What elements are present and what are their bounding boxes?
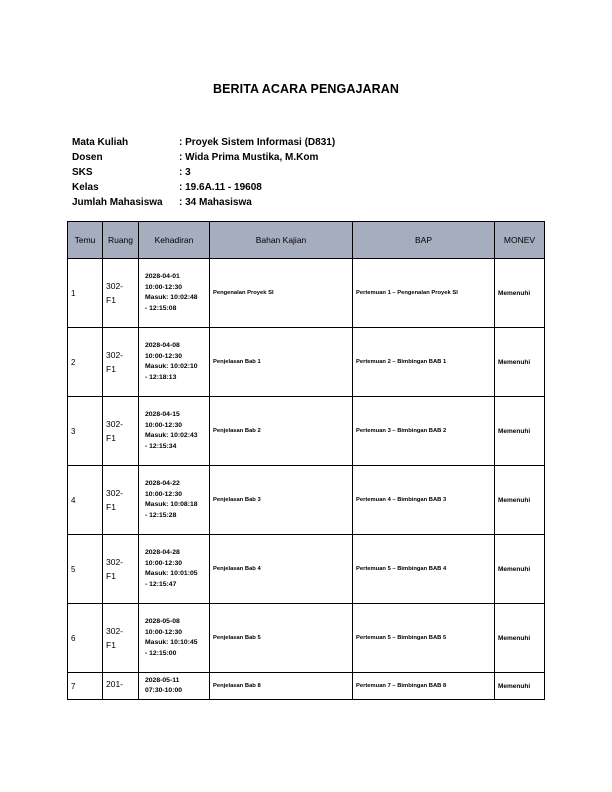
info-value: : Proyek Sistem Informasi (D831)	[179, 137, 336, 148]
cell-bahan-kajian: Penjelasan Bab 1	[210, 328, 353, 397]
cell-bahan-kajian: Penjelasan Bab 4	[210, 535, 353, 604]
cell-temu: 6	[68, 604, 103, 673]
info-label: Dosen	[72, 152, 103, 163]
cell-monev: Memenuhi	[495, 673, 545, 700]
table-row	[68, 604, 545, 673]
info-row	[72, 195, 335, 210]
cell-kehadiran: 2028-05-08 10:00-12:30 Masuk: 10:10:45 - 12:15:00	[139, 604, 210, 673]
cell-temu: 7	[68, 673, 103, 700]
cell-monev: Memenuhi	[495, 328, 545, 397]
cell-ruang: 201-	[103, 673, 139, 700]
cell-bahan-kajian: Penjelasan Bab 3	[210, 466, 353, 535]
cell-temu: 4	[68, 466, 103, 535]
info-value: : 34 Mahasiswa	[179, 197, 252, 208]
table-row	[68, 397, 545, 466]
cell-ruang: 302- F1	[103, 604, 139, 673]
header-monev: MONEV	[495, 222, 545, 259]
cell-bap: Pertemuan 4 – Bimbingan BAB 3	[353, 466, 495, 535]
cell-monev: Memenuhi	[495, 535, 545, 604]
header-bap: BAP	[353, 222, 495, 259]
course-info	[72, 135, 335, 210]
cell-bahan-kajian: Pengenalan Proyek SI	[210, 259, 353, 328]
cell-ruang: 302- F1	[103, 328, 139, 397]
teaching-record-table	[67, 221, 545, 700]
cell-bap: Pertemuan 5 – Bimbingan BAB 5	[353, 604, 495, 673]
cell-bap: Pertemuan 1 – Pengenalan Proyek SI	[353, 259, 495, 328]
cell-temu: 5	[68, 535, 103, 604]
header-temu: Temu	[68, 222, 103, 259]
header-bahan-kajian: Bahan Kajian	[210, 222, 353, 259]
header-kehadiran: Kehadiran	[139, 222, 210, 259]
cell-kehadiran: 2028-04-15 10:00-12:30 Masuk: 10:02:43 - 12:15:34	[139, 397, 210, 466]
table-row	[68, 535, 545, 604]
cell-bahan-kajian: Penjelasan Bab 5	[210, 604, 353, 673]
document-title: BERITA ACARA PENGAJARAN	[212, 82, 400, 96]
cell-ruang: 302- F1	[103, 535, 139, 604]
info-value: : Wida Prima Mustika, M.Kom	[179, 152, 319, 163]
cell-temu: 2	[68, 328, 103, 397]
cell-bap: Pertemuan 3 – Bimbingan BAB 2	[353, 397, 495, 466]
cell-bahan-kajian: Penjelasan Bab 8	[210, 673, 353, 700]
info-label: Kelas	[72, 182, 99, 193]
cell-bahan-kajian: Penjelasan Bab 2	[210, 397, 353, 466]
header-ruang: Ruang	[103, 222, 139, 259]
table-row	[68, 673, 545, 700]
cell-bap: Pertemuan 5 – Bimbingan BAB 4	[353, 535, 495, 604]
info-value: : 19.6A.11 - 19608	[179, 182, 262, 193]
info-label: Mata Kuliah	[72, 137, 129, 148]
cell-ruang: 302- F1	[103, 259, 139, 328]
table-row	[68, 328, 545, 397]
cell-monev: Memenuhi	[495, 604, 545, 673]
cell-temu: 1	[68, 259, 103, 328]
cell-monev: Memenuhi	[495, 466, 545, 535]
table-row	[68, 259, 545, 328]
cell-bap: Pertemuan 7 – Bimbingan BAB 8	[353, 673, 495, 700]
table-row	[68, 466, 545, 535]
table-header-row	[68, 222, 545, 259]
info-value: : 3	[179, 167, 191, 178]
cell-monev: Memenuhi	[495, 259, 545, 328]
cell-kehadiran: 2028-05-11 07:30-10:00	[139, 673, 210, 700]
info-row	[72, 135, 335, 150]
cell-ruang: 302- F1	[103, 466, 139, 535]
info-row	[72, 165, 335, 180]
info-row	[72, 180, 335, 195]
info-row	[72, 150, 335, 165]
cell-kehadiran: 2028-04-22 10:00-12:30 Masuk: 10:08:18 - 12:15:28	[139, 466, 210, 535]
cell-ruang: 302- F1	[103, 397, 139, 466]
cell-kehadiran: 2028-04-08 10:00-12:30 Masuk: 10:02:10 - 12:18:13	[139, 328, 210, 397]
info-label: SKS	[72, 167, 93, 178]
cell-kehadiran: 2028-04-01 10:00-12:30 Masuk: 10:02:48 - 12:15:08	[139, 259, 210, 328]
cell-temu: 3	[68, 397, 103, 466]
cell-kehadiran: 2028-04-28 10:00-12:30 Masuk: 10:01:05 - 12:15:47	[139, 535, 210, 604]
cell-monev: Memenuhi	[495, 397, 545, 466]
cell-bap: Pertemuan 2 – Bimbingan BAB 1	[353, 328, 495, 397]
info-label: Jumlah Mahasiswa	[72, 197, 163, 208]
